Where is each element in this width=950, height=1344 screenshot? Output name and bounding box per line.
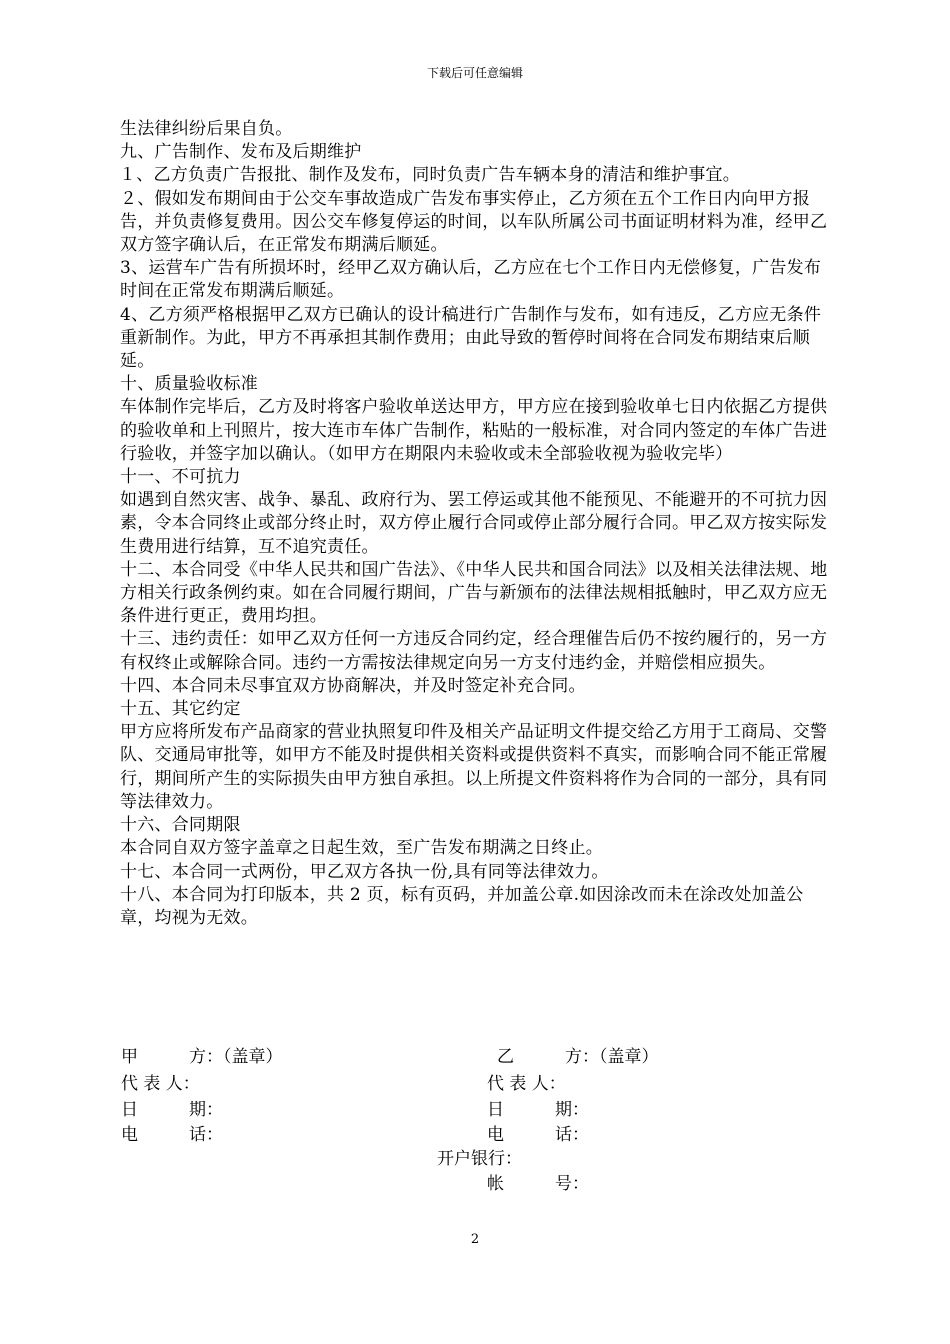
section-heading-9: 九、广告制作、发布及后期维护 [120, 142, 362, 163]
party-a-date: 日 期： [121, 1100, 223, 1120]
page-number: 2 [470, 1232, 480, 1247]
party-b-date: 日 期： [487, 1100, 589, 1120]
clause-11: 如遇到自然灾害、战争、暴乱、政府行为、罢工停运或其他不能预见、不能避开的不可抗力因素，令本合同终止或部分终止时，双方停止履行合同或停止部分履行合同。甲乙双方按实际发生费用进行结算，互不追究责任。 [120, 490, 828, 557]
account-label: 帐 号： [487, 1174, 589, 1194]
paragraph-continuation: 生法律纠纷后果自负。 [120, 119, 293, 139]
clause-9-4: 4、乙方须严格根据甲乙双方已确认的设计稿进行广告制作与发布，如有违反，乙方应无条件重新制作。为此，甲方不再承担其制作费用；由此导致的暂停时间将在合同发布期结束后顺延。 [120, 304, 822, 372]
section-14: 十四、本合同未尽事宜双方协商解决，并及时签定补充合同。 [120, 675, 586, 696]
clause-15: 甲方应将所发布产品商家的营业执照复印件及相关产品证明文件提交给乙方用于工商局、交警队、交通局审批等，如甲方不能及时提供相关资料或提供资料不真实，而影响合同不能正常履行，期间所产生的实际损失由甲方独自承担。以上所提文件资料将作为合同的一部分，具有同等法律效力。 [120, 722, 828, 812]
section-12: 十二、本合同受《中华人民共和国广告法》、《中华人民共和国合同法》以及相关法律法规、地方相关行政条例约束。如在合同履行期间，广告与新颁布的法律法规相抵触时，甲乙双方应无条件进行更正，费用均担。 [120, 559, 828, 627]
section-heading-16: 十六、合同期限 [120, 815, 241, 836]
party-b-phone: 电 话： [487, 1125, 589, 1145]
clause-10: 车体制作完毕后，乙方及时将客户验收单送达甲方，甲方应在接到验收单七日内依据乙方提供的验收单和上刊照片，按大连市车体广告制作，粘贴的一般标准，对合同内签定的车体广告进行验收，并签字加以确认。（如甲方在期限内未验收或未全部验收视为验收完毕） [120, 397, 828, 464]
clause-9-1: １、乙方负责广告报批、制作及发布，同时负责广告车辆本身的清洁和维护事宜。 [119, 165, 740, 186]
section-13: 十三、违约责任：如甲乙双方任何一方违反合同约定，经合理催告后仍不按约履行的，另一方有权终止或解除合同。违约一方需按法律规定向另一方支付违约金，并赔偿相应损失。 [120, 629, 828, 673]
party-b-representative: 代 表 人： [487, 1074, 566, 1094]
party-a-label: 甲 方：（盖章） [121, 1047, 283, 1067]
page-header: 下载后可任意编辑 [426, 66, 523, 80]
section-18: 十八、本合同为打印版本，共 2 页，标有页码，并加盖公章.如因涂改而未在涂改处加盖公章，均视为无效。 [120, 884, 804, 928]
section-heading-10: 十、质量验收标准 [120, 374, 258, 395]
section-heading-15: 十五、其它约定 [120, 699, 241, 720]
clause-16: 本合同自双方签字盖章之日起生效，至广告发布期满之日终止。 [120, 838, 603, 859]
section-17: 十七、本合同一式两份，甲乙双方各执一份,具有同等法律效力。 [120, 861, 609, 882]
clause-9-3: 3、运营车广告有所损坏时，经甲乙双方确认后，乙方应在七个工作日内无偿修复，广告发布时间在正常发布期满后顺延。 [120, 258, 822, 302]
bank-label: 开户银行： [437, 1149, 522, 1169]
contract-body [120, 118, 830, 930]
party-a-phone: 电 话： [121, 1125, 223, 1145]
clause-9-2: ２、假如发布期间由于公交车事故造成广告发布事实停止，乙方须在五个工作日内向甲方报告，并负责修复费用。因公交车修复停运的时间，以车队所属公司书面证明材料为准，经甲乙双方签字确认后，在正常发布期满后顺延。 [120, 188, 828, 256]
party-b-label: 乙 方：（盖章） [497, 1047, 659, 1067]
section-heading-11: 十一、不可抗力 [120, 467, 241, 488]
party-a-representative: 代 表 人： [121, 1074, 200, 1094]
